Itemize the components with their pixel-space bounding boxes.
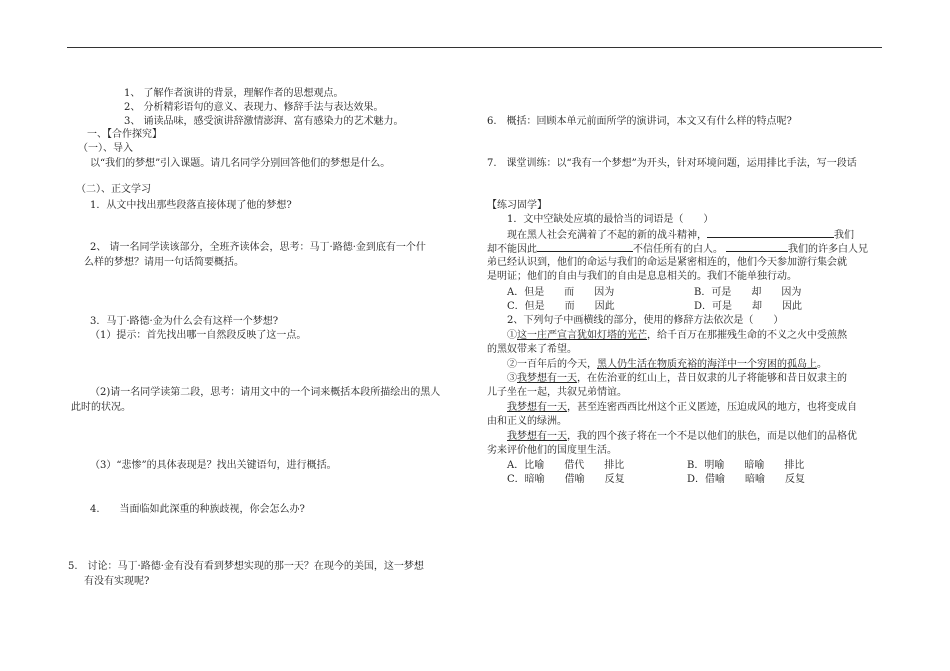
practice-2-sentence-3: ③我梦想有一天，在佐治亚的红山上，昔日奴隶的儿子将能够和昔日奴隶主的 xyxy=(507,373,847,384)
header-rule xyxy=(67,47,882,48)
practice-2-option-a: A．比喻 借代 排比 xyxy=(507,460,625,471)
practice-1-line4: 是明证；他们的自由与我们的自由是息息相关的。我们不能单独行动。 xyxy=(487,271,797,282)
intro-heading: （一）、导入 xyxy=(78,143,133,154)
question-3-3: （3）“悲惨”的具体表现是？找出关键语句，进行概括。 xyxy=(90,460,337,471)
practice-2-option-c: C．暗喻 借喻 反复 xyxy=(507,474,625,485)
practice-1-option-d: D．可是 却 因此 xyxy=(694,301,803,312)
question-3-2-line2: 此时的状况。 xyxy=(71,402,131,413)
question-5-line2: 有没有实现呢? xyxy=(84,576,150,587)
practice-2-sentence-2: ②一百年后的今天，黑人仍生活在物质充裕的海洋中一个穷困的孤岛上。 xyxy=(507,359,827,370)
question-3-2-line1: （2)请一名同学读第二段，思考：请用文中的一个词来概括本段所描绘出的黑人 xyxy=(90,387,441,398)
practice-heading: 【练习固学】 xyxy=(487,200,547,211)
question-2-line1: 2、 请一名同学读该部分，全班齐读体会，思考：马丁·路德·金到底有一个什 xyxy=(90,242,426,253)
goal-3: 3、 诵读品味，感受演讲辞激情澎湃、富有感染力的艺术魅力。 xyxy=(124,116,404,127)
goal-1: 1、 了解作者演讲的背景，理解作者的思想观点。 xyxy=(124,88,344,99)
question-4: 4. 当面临如此深重的种族歧视，你会怎么办? xyxy=(90,504,305,515)
practice-1-stem: 1．文中空缺处应填的最恰当的词语是（ ） xyxy=(507,214,714,225)
answer-blank-1[interactable] xyxy=(707,228,834,238)
question-3-hint: （1）提示：首先找出哪一自然段反映了这一点。 xyxy=(90,330,307,341)
practice-1-line3: 弟已经认识到，他们的命运与我们的命运是紧密相连的，他们今天参加游行集会就 xyxy=(487,257,847,268)
practice-2-option-b: B．明喻 暗喻 排比 xyxy=(687,460,805,471)
practice-1-option-a: A．但是 而 因为 xyxy=(507,287,615,298)
practice-2-option-d: D．借喻 暗喻 反复 xyxy=(687,474,806,485)
question-5-line1: 5. 讨论：马丁·路德·金有没有看到梦想实现的那一天？在现今的美国，这一梦想 xyxy=(68,561,424,572)
practice-2-sentence-1-line2: 的黑奴带来了希望。 xyxy=(487,344,577,355)
text-study-heading: （二）、正文学习 xyxy=(76,184,151,195)
practice-2-sentence-4-line2: 由和正义的绿洲。 xyxy=(487,416,567,427)
practice-2-sentence-3-line2: 儿子坐在一起，共叙兄弟情谊。 xyxy=(487,387,627,398)
goal-2: 2、 分析精彩语句的意义、表现力、修辞手法与表达效果。 xyxy=(124,102,384,113)
question-3: 3．马丁·路德·金为什么会有这样一个梦想? xyxy=(90,316,279,327)
answer-blank-3[interactable] xyxy=(726,242,788,252)
question-7: 7. 课堂训练：以“我有一个梦想”为开头，针对环境问题，运用排比手法，写一段话 xyxy=(487,158,857,169)
practice-2-sentence-4: 我梦想有一天，甚至连密西西比州这个正义匿迹，压迫成风的地方，也将变成自 xyxy=(507,402,857,413)
practice-1-line1: 现在黑人社会充满着了不起的新的战斗精神， 我们 xyxy=(507,230,854,241)
question-6: 6. 概括：回顾本单元前面所学的演讲词，本文又有什么样的特点呢? xyxy=(487,116,792,127)
practice-1-option-b: B．可是 却 因为 xyxy=(694,287,802,298)
practice-1-line2: 却不能因此 不信任所有的白人。 我们的许多白人兄 xyxy=(487,244,868,255)
answer-blank-2[interactable] xyxy=(537,242,633,252)
question-1: 1．从文中找出那些段落直接体现了他的梦想? xyxy=(90,200,292,211)
practice-2-sentence-1: ①这一庄严宣言犹如灯塔的光芒，给千百万在那摧残生命的不义之火中受煎熬 xyxy=(507,330,847,341)
practice-1-option-c: C．但是 而 因此 xyxy=(507,301,615,312)
section-cooperative-inquiry: 一、【合作探究】 xyxy=(87,129,162,140)
intro-text: 以“我们的梦想”引入课题。请几名同学分别回答他们的梦想是什么。 xyxy=(90,158,391,169)
practice-2-sentence-5: 我梦想有一天，我的四个孩子将在一个不是以他们的肤色，而是以他们的品格优 xyxy=(507,431,857,442)
question-2-line2: 么样的梦想？请用一句话简要概括。 xyxy=(84,257,244,268)
practice-2-stem: 2、下列句子中画横线的部分，使用的修辞方法依次是（ ） xyxy=(507,315,784,326)
practice-2-sentence-5-line2: 劣来评价他们的国度里生活。 xyxy=(487,445,617,456)
